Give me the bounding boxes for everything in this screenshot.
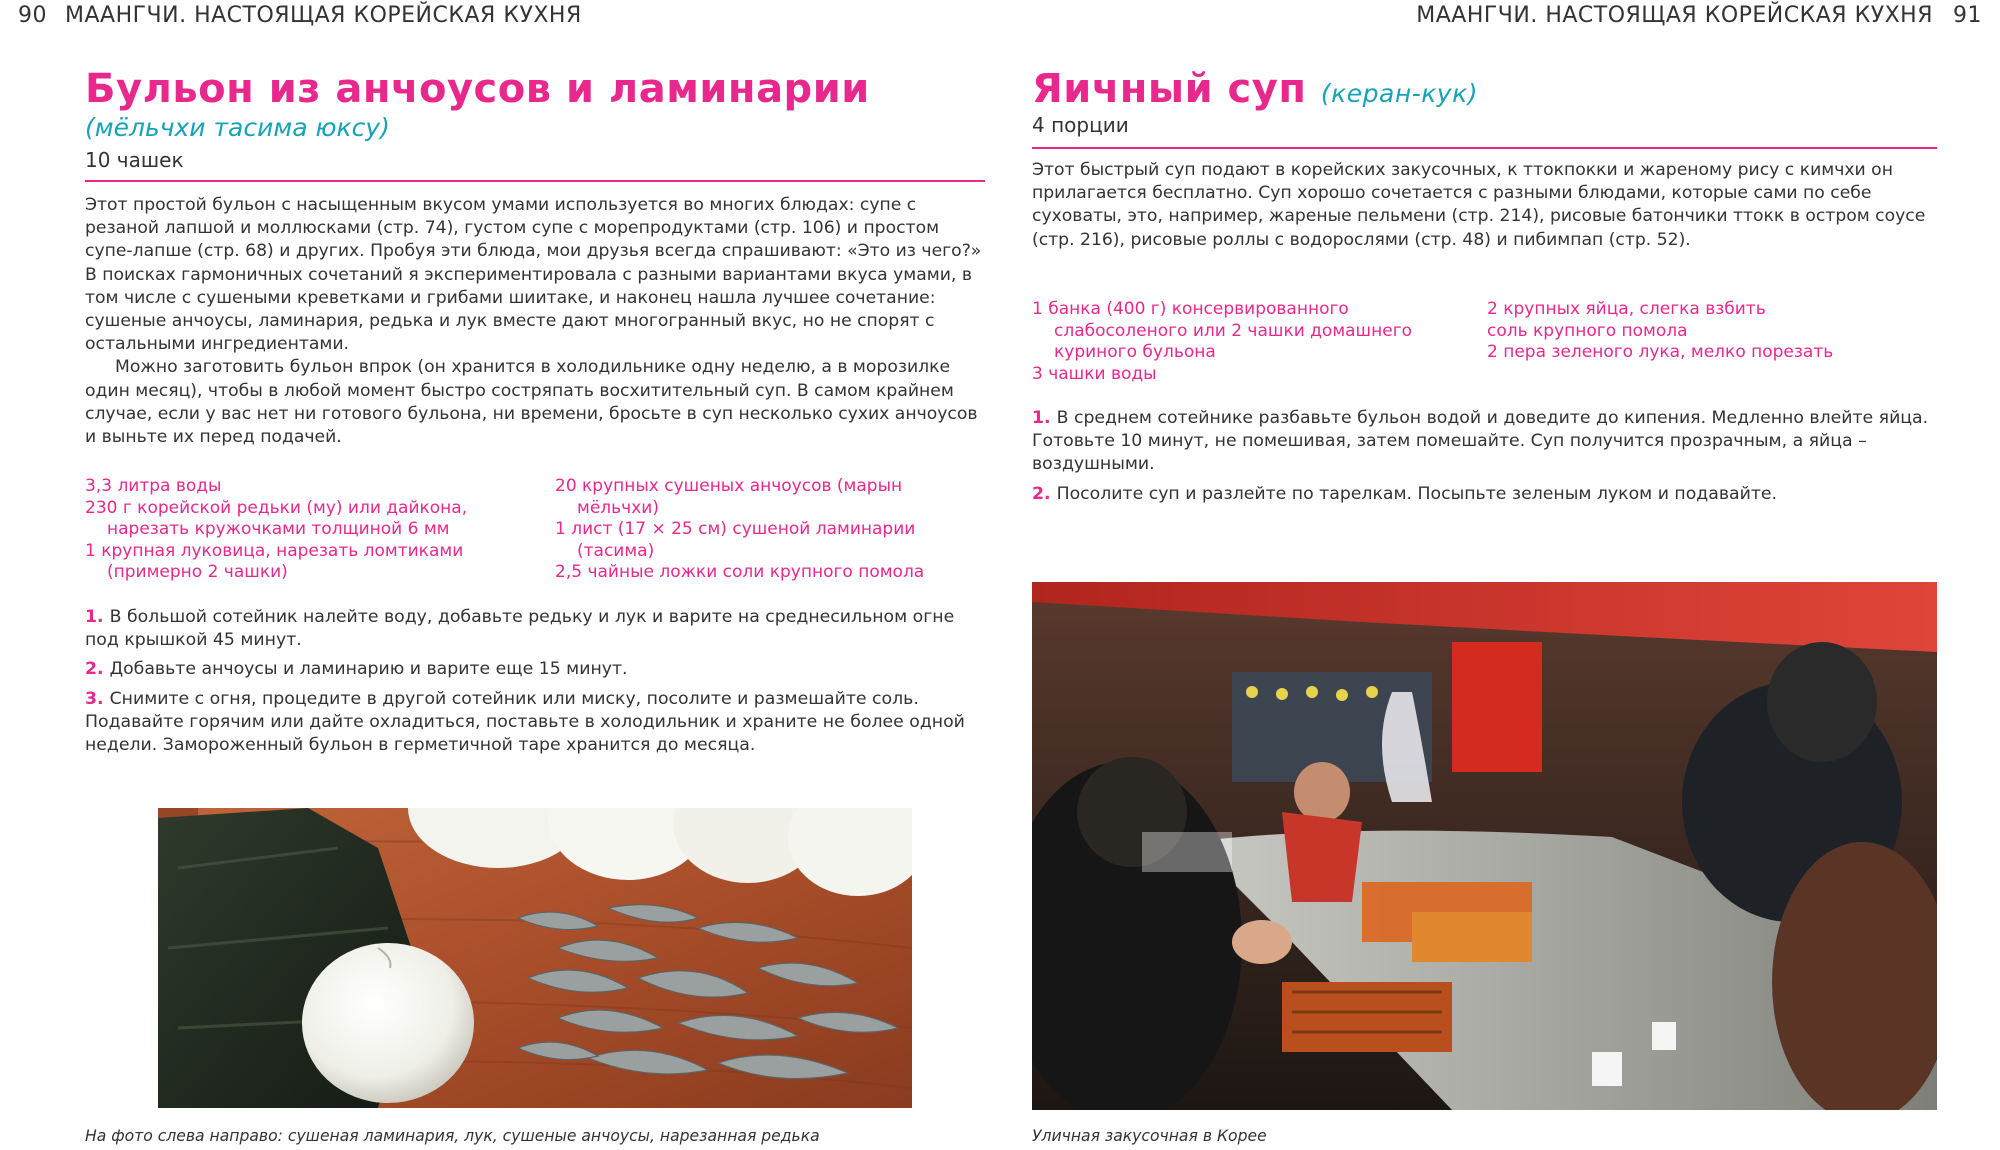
ingredients-illustration	[158, 808, 912, 1108]
recipe-subtitle: (керан-кук)	[1320, 79, 1478, 108]
recipe-subtitle: (мёльчхи тасима юксу)	[85, 113, 390, 142]
step-text: В большой сотейник налейте воду, добавьте редьку и лук и варите на среднесильном огне под крышкой 45 минут.	[85, 607, 955, 651]
step-number: 3.	[85, 688, 104, 709]
ingredient-item: 1 лист (17 × 25 см) сушеной ламинарии (тасима)	[555, 519, 916, 561]
step-number: 2.	[85, 659, 104, 680]
ingredient-item: 3 чашки воды	[1032, 363, 1157, 384]
page-number: 90	[18, 3, 47, 28]
photo-caption: Уличная закусочная в Корее	[1032, 1127, 1267, 1145]
title-rule	[1032, 147, 1937, 149]
step-item	[1032, 483, 1937, 506]
step-text: Добавьте анчоусы и ламинарию и варите еще 15 минут.	[109, 659, 628, 680]
step-number: 1.	[85, 607, 104, 627]
ingredient-item: 1 банка (400 г) консервированного слабосоленого или 2 чашки домашнего куриного бульона	[1032, 299, 1413, 362]
title-rule	[85, 180, 985, 182]
page-number: 91	[1953, 3, 1982, 28]
ingredients-column-2	[1487, 299, 1937, 364]
right-page	[1000, 0, 2000, 1150]
recipe-intro	[1032, 159, 1937, 252]
running-head-right	[1416, 3, 1982, 28]
step-text: В среднем сотейнике разбавьте бульон водой и доведите до кипения. Медленно влейте яйца. Готовьте 10 минут, не помешивая, затем помешайте. Суп получится прозрачным, а яйца – воздушными.	[1032, 408, 1929, 475]
ingredient-item: 3,3 литра воды	[85, 476, 222, 496]
ingredients-column-1	[1032, 299, 1462, 385]
ingredients-column-2	[555, 476, 985, 584]
step-text: Посолите суп и разлейте по тарелкам. Посыпьте зеленым луком и подавайте.	[1056, 483, 1778, 504]
intro-paragraph: Можно заготовить бульон впрок (он хранится в холодильнике одну неделю, а в морозилке один месяц), чтобы в любой момент быстро состряпать восхитительный суп. В самом крайнем случае, если у вас нет ни готового бульона, ни времени, бросьте в суп несколько сухих анчоусов и выньте их перед подачей.	[85, 357, 978, 448]
ingredient-item: 2,5 чайные ложки соли крупного помола	[555, 562, 925, 582]
recipe-title	[1032, 66, 1478, 112]
step-item	[85, 606, 985, 652]
running-title: МААНГЧИ. НАСТОЯЩАЯ КОРЕЙСКАЯ КУХНЯ	[65, 3, 582, 28]
step-item	[1032, 407, 1937, 477]
running-title: МААНГЧИ. НАСТОЯЩАЯ КОРЕЙСКАЯ КУХНЯ	[1416, 3, 1933, 28]
step-item	[85, 688, 985, 758]
ingredient-item: 230 г корейской редьки (му) или дайкона, нарезать кружочками толщиной 6 мм	[85, 497, 468, 539]
ingredient-item: 20 крупных сушеных анчоусов (марын мёльчхи)	[555, 476, 903, 518]
step-number: 1.	[1032, 408, 1051, 428]
step-item	[85, 658, 985, 681]
running-head-left	[18, 3, 582, 28]
ingredient-item: 2 пера зеленого лука, мелко порезать	[1487, 342, 1834, 362]
street-food-illustration	[1032, 582, 1937, 1110]
recipe-title: Бульон из анчоусов и ламинарии	[85, 66, 870, 112]
recipe-title-text: Яичный суп	[1032, 66, 1307, 112]
step-number: 2.	[1032, 483, 1051, 504]
ingredient-item: соль крупного помола	[1487, 320, 1688, 341]
recipe-steps	[1032, 407, 1937, 512]
ingredient-item: 1 крупная луковица, нарезать ломтиками (примерно 2 чашки)	[85, 540, 464, 582]
intro-paragraph: Этот быстрый суп подают в корейских закусочных, к ттокпокки и жареному рису с кимчхи он прилагается бесплатно. Суп хорошо сочетается с разными блюдами, которые сами по себе суховаты, это, например, жареные пельмени (стр. 214), рисовые батончики ттокк в остром соусе (стр. 216), рисовые роллы с водорослями (стр. 48) и пибимпап (стр. 52).	[1032, 160, 1926, 250]
street-food-photo	[1032, 582, 1937, 1110]
recipe-steps	[85, 606, 985, 763]
recipe-yield: 10 чашек	[85, 148, 184, 172]
ingredients-photo	[158, 808, 912, 1108]
photo-caption: На фото слева направо: сушеная ламинария, лук, сушеные анчоусы, нарезанная редька	[85, 1127, 820, 1145]
recipe-intro	[85, 194, 985, 449]
ingredient-item: 2 крупных яйца, слегка взбить	[1487, 299, 1766, 319]
intro-paragraph: Этот простой бульон с насыщенным вкусом умами используется во многих блюдах: супе с резаной лапшой и моллюсками (стр. 74), густом супе с морепродуктами (стр. 106) и простом супе-лапше (стр. 68) и других. Пробуя эти блюда, мои друзья всегда спрашивают: «Это из чего?» В поисках гармоничных сочетаний я экспериментировала с разными вариантами вкуса умами, в том числе с сушеными креветками и грибами шиитаке, и наконец нашла лучшее сочетание: сушеные анчоусы, ламинария, редька и лук вместе дают многогранный вкус, но не спорят с остальными ингредиентами.	[85, 195, 982, 355]
ingredients-column-1	[85, 476, 515, 584]
step-text: Снимите с огня, процедите в другой сотейник или миску, посолите и размешайте соль. Подавайте горячим или дайте охладиться, поставьте в холодильник и храните не более одной недели. Замороженный бульон в герметичной таре хранится до месяца.	[85, 688, 965, 756]
recipe-yield: 4 порции	[1032, 113, 1129, 137]
